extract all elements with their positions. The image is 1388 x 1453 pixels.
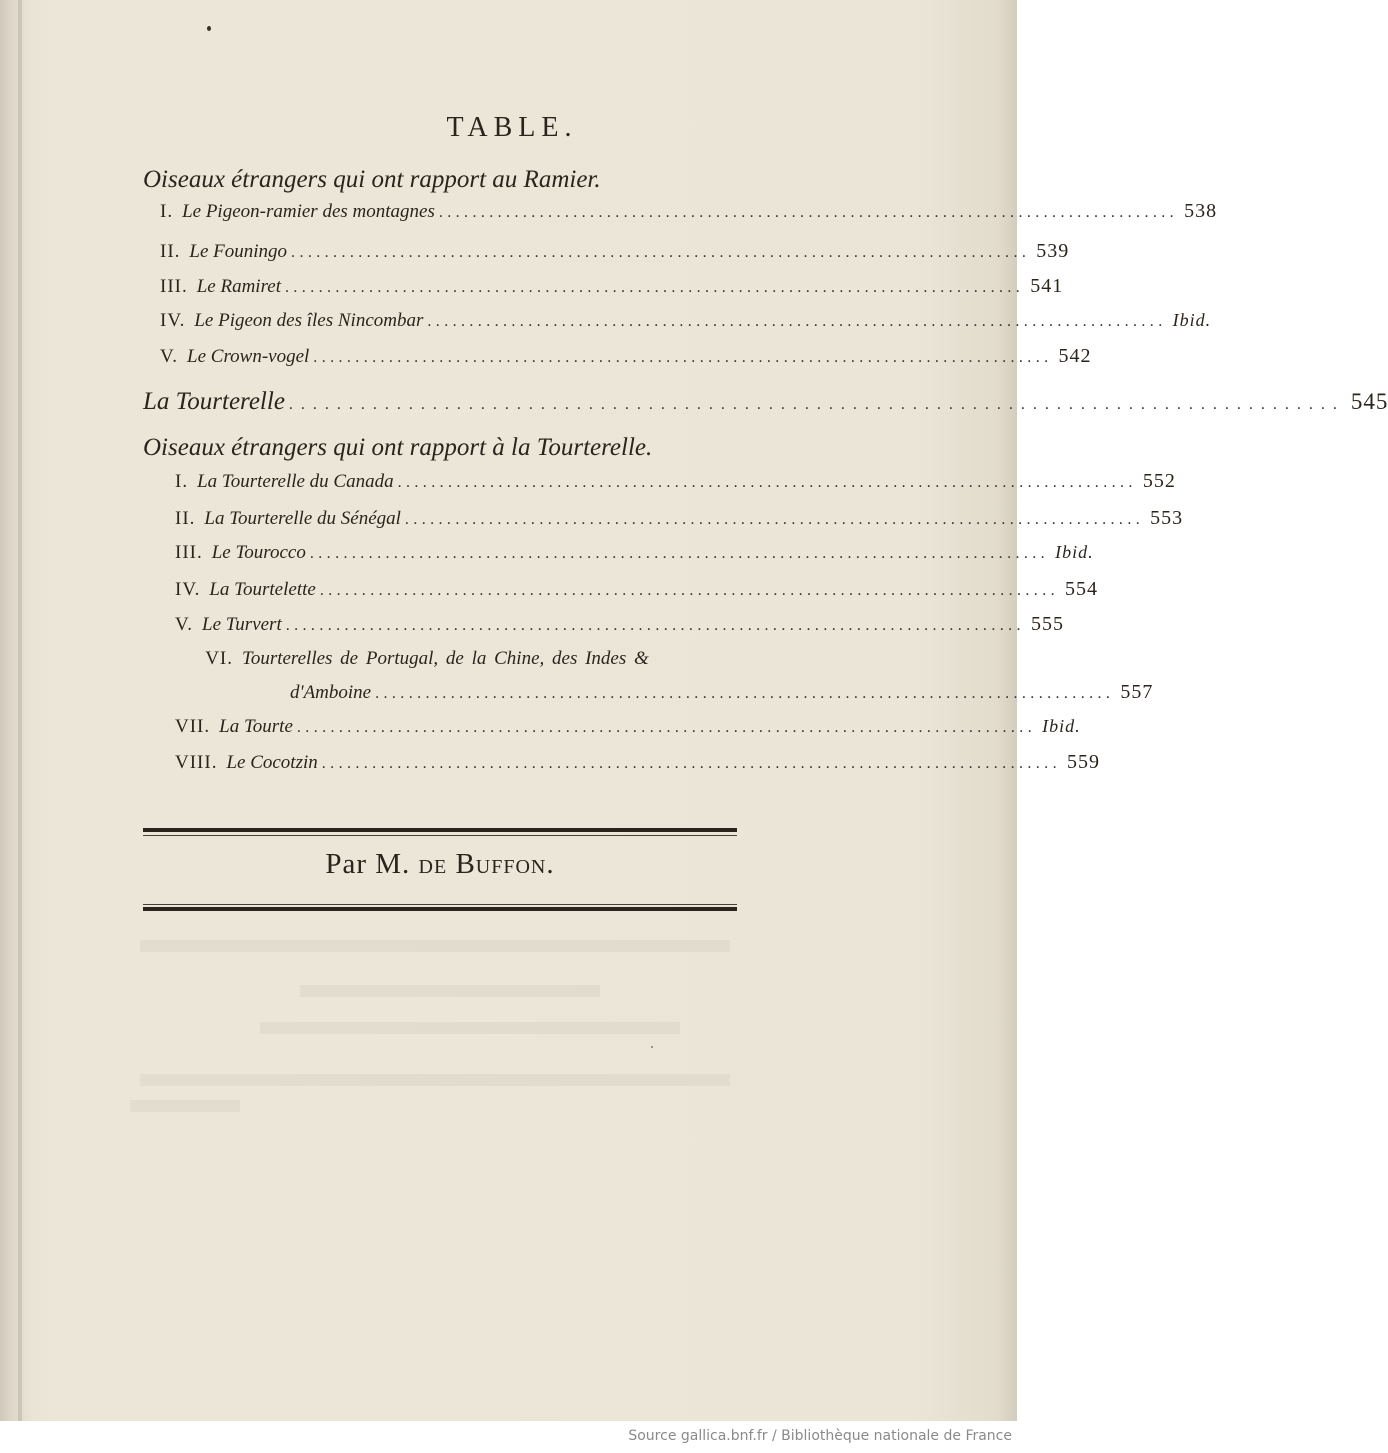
toc-entry xyxy=(175,716,1081,746)
dot-leader: ........................................................................................ xyxy=(313,349,1053,366)
entry-title: La Tourterelle xyxy=(143,388,285,415)
dot-leader: ........................................................................................ xyxy=(321,755,1061,772)
dot-leader: ........................................................................................ xyxy=(296,719,1037,736)
entry-number: V. xyxy=(175,614,194,635)
ink-speck xyxy=(651,1046,653,1048)
entry-title: La Tourtelette xyxy=(209,579,316,600)
toc-main-entry xyxy=(143,388,1388,422)
entry-number: III. xyxy=(160,276,188,297)
entry-page-number: 541 xyxy=(1030,275,1064,297)
author-line xyxy=(0,848,880,881)
toc-entry xyxy=(175,542,1094,572)
entry-number: IV. xyxy=(175,579,201,600)
entry-title: Le Tourocco xyxy=(211,542,306,563)
entry-title: La Tourterelle du Canada xyxy=(197,471,394,492)
dot-leader: ........................................................................................ xyxy=(438,204,1179,221)
top-rule xyxy=(143,828,737,832)
author-name: de Buffon. xyxy=(418,848,555,880)
entry-number: IV. xyxy=(160,310,186,331)
dot-leader: ........................................................................................ xyxy=(427,313,1167,330)
toc-entry xyxy=(175,578,1099,608)
toc-entry xyxy=(160,310,1212,340)
entry-number: V. xyxy=(160,346,179,367)
entry-title: Le Pigeon-ramier des montagnes xyxy=(182,201,435,222)
dot-leader: ........................................................................................ xyxy=(319,582,1060,599)
entry-page-number: 539 xyxy=(1036,240,1070,262)
entry-title-continuation: d'Amboine xyxy=(290,682,372,703)
entry-page-number: 542 xyxy=(1058,345,1092,367)
show-through xyxy=(140,940,730,952)
toc-entry xyxy=(160,240,1070,270)
show-through xyxy=(140,1074,730,1086)
entry-page-number: 555 xyxy=(1030,613,1064,635)
dot-leader: ........................................................................................ xyxy=(404,511,1145,528)
entry-page-number: 554 xyxy=(1065,578,1099,600)
entry-page-number: Ibid. xyxy=(1172,310,1212,330)
toc-entry xyxy=(175,751,1100,781)
entry-number: I. xyxy=(160,201,174,222)
entry-page-number: 538 xyxy=(1184,200,1218,222)
entry-title: La Tourte xyxy=(219,716,293,737)
show-through xyxy=(130,1100,240,1112)
toc-entry xyxy=(175,507,1184,537)
entry-title: La Tourterelle du Sénégal xyxy=(204,508,401,529)
entry-number: VIII. xyxy=(175,752,218,773)
toc-entry-continuation xyxy=(290,681,1154,711)
dot-leader: ........................................................................................ xyxy=(375,685,1115,702)
toc-entry xyxy=(175,613,1064,643)
entry-number: II. xyxy=(175,508,196,529)
toc-entry xyxy=(175,648,742,678)
toc-entry xyxy=(175,470,1176,500)
dot-leader: ........................................................................................ xyxy=(285,617,1025,634)
dot-leader: ........................................................................................ xyxy=(285,279,1025,296)
ink-speck xyxy=(207,26,211,31)
entry-title: Le Cocotzin xyxy=(226,752,318,773)
entry-title: Tourterelles de Portugal, de la Chine, des Indes & xyxy=(242,648,649,669)
dot-leader: ........................................................................................ xyxy=(397,474,1137,491)
entry-title: Le Founingo xyxy=(189,241,288,262)
entry-number: III. xyxy=(175,542,203,563)
entry-page-number: 557 xyxy=(1120,681,1154,703)
top-rule-thin xyxy=(143,835,737,836)
entry-number: VII. xyxy=(175,716,211,737)
dot-leader: ........................................................................................ xyxy=(291,244,1031,261)
entry-title: Le Ramiret xyxy=(196,276,281,297)
toc-entry xyxy=(160,200,1218,230)
bottom-rule-thin xyxy=(143,904,737,905)
entry-title: Le Crown-vogel xyxy=(187,346,310,367)
section-heading-tourterelle: Oiseaux étrangers qui ont rapport à la Tourterelle. xyxy=(143,434,653,461)
page-title: TABLE. xyxy=(446,112,578,143)
entry-page-number: 552 xyxy=(1142,470,1176,492)
toc-entry xyxy=(160,345,1092,375)
show-through xyxy=(260,1022,680,1034)
entry-number: VI. xyxy=(205,648,233,669)
entry-page-number: Ibid. xyxy=(1055,542,1094,562)
bottom-rule xyxy=(143,907,737,911)
entry-number: I. xyxy=(175,471,189,492)
entry-title: Le Pigeon des îles Nincombar xyxy=(194,310,424,331)
entry-number: II. xyxy=(160,241,181,262)
toc-entry xyxy=(160,275,1064,305)
entry-title: Le Turvert xyxy=(202,614,282,635)
section-heading-ramier: Oiseaux étrangers qui ont rapport au Ramier. xyxy=(143,166,601,193)
entry-page-number: 559 xyxy=(1066,751,1100,773)
dot-leader: ........................................................................................ xyxy=(288,396,1345,413)
source-credit: Source gallica.bnf.fr / Bibliothèque nationale de France xyxy=(628,1428,1012,1444)
dot-leader: ........................................................................................ xyxy=(309,545,1050,562)
entry-page-number: Ibid. xyxy=(1042,716,1081,736)
entry-page-number: 545 xyxy=(1350,389,1388,414)
entry-page-number: 553 xyxy=(1150,507,1184,529)
show-through xyxy=(300,985,600,997)
author-prefix: Par M. xyxy=(325,848,411,880)
